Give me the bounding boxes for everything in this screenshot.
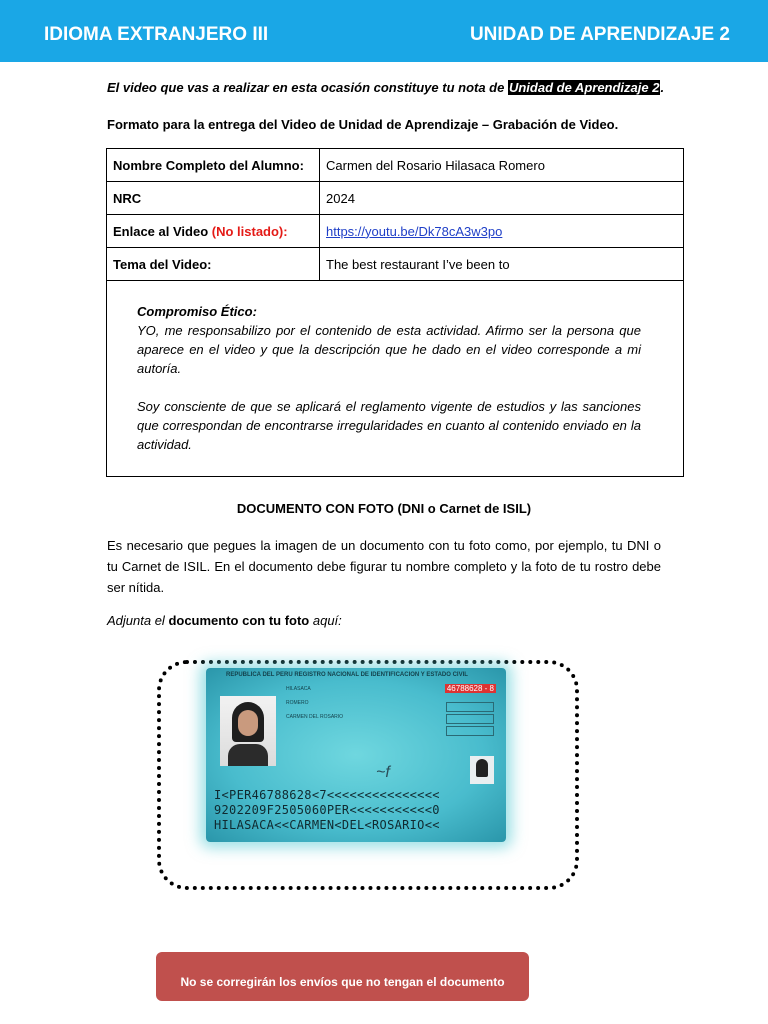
id-mrz: I<PER46788628<7<<<<<<<<<<<<<<< 9202209F2505060PER<<<<<<<<<<<0 HILASACA<<CARMEN<DEL<ROSARIO<< <box>214 788 440 832</box>
unit-title: UNIDAD DE APRENDIZAJE 2 <box>469 24 730 45</box>
page-header <box>0 0 768 62</box>
id-mini-photo <box>470 756 494 784</box>
name-value: Carmen del Rosario Hilasaca Romero <box>320 149 684 182</box>
first-surname: HILASACA <box>286 686 311 692</box>
document-instructions: Es necesario que pegues la imagen de un documento con tu foto como, por ejemplo, tu DNI o tu Carnet de ISIL. En el documento debe figurar tu nombre completo y la foto de tu rostro debe ser nítida. <box>107 538 661 595</box>
unit-highlight: Unidad de Aprendizaje 2 <box>508 80 660 95</box>
table-row <box>107 248 684 281</box>
unlisted-note: (No listado): <box>211 223 288 239</box>
id-card-image <box>206 668 506 842</box>
video-link-cell <box>320 215 684 248</box>
ethics-title: Compromiso Ético: <box>137 304 257 319</box>
missing-document-warning: No se corregirán los envíos que no tengan el documento <box>156 952 529 1001</box>
given-names: CARMEN DEL ROSARIO <box>286 714 344 720</box>
course-title: IDIOMA EXTRANJERO III <box>44 24 269 45</box>
id-card-header: REPUBLICA DEL PERU REGISTRO NACIONAL DE IDENTIFICACION Y ESTADO CIVIL <box>226 672 468 678</box>
table-row <box>107 182 684 215</box>
table-row <box>107 215 684 248</box>
topic-value: The best restaurant I’ve been to <box>320 248 684 281</box>
second-surname: ROMERO <box>286 700 309 706</box>
format-title: Formato para la entrega del Video de Unidad de Aprendizaje – Grabación de Video. <box>107 117 619 132</box>
dni-number: 46788628 - 8 <box>446 684 494 693</box>
ethics-paragraph-2: Soy consciente de que se aplicará el reglamento vigente de estudios y las sanciones que correspondan de encontrarse irregularidades en cuanto al contenido enviado en la actividad. <box>137 399 641 452</box>
id-dates-panel <box>446 702 494 736</box>
name-label: Nombre Completo del Alumno: <box>107 149 320 182</box>
ethics-paragraph-1: YO, me responsabilizo por el contenido de esta actividad. Afirmo ser la persona que aparece en el video y que la descripción que he dado en el video corresponde a mi autoría. <box>137 323 641 376</box>
attach-instruction: Adjunta el documento con tu foto aquí: <box>107 613 342 628</box>
id-fields <box>286 686 343 721</box>
document-section-title: DOCUMENTO CON FOTO (DNI o Carnet de ISIL) <box>236 501 532 516</box>
nrc-label: NRC <box>107 182 320 215</box>
video-link-label: Enlace al Video (No listado): <box>107 215 320 248</box>
nrc-value: 2024 <box>320 182 684 215</box>
signature: ~f <box>376 764 390 781</box>
ethics-box <box>106 280 684 477</box>
id-photo <box>220 696 276 766</box>
table-row <box>107 149 684 182</box>
video-link[interactable]: https://youtu.be/Dk78cA3w3po <box>326 223 503 239</box>
topic-label: Tema del Video: <box>107 248 320 281</box>
student-info-table <box>106 148 684 281</box>
intro-text: El video que vas a realizar en esta ocasión constituye tu nota de Unidad de Aprendizaje 2. <box>107 80 665 95</box>
